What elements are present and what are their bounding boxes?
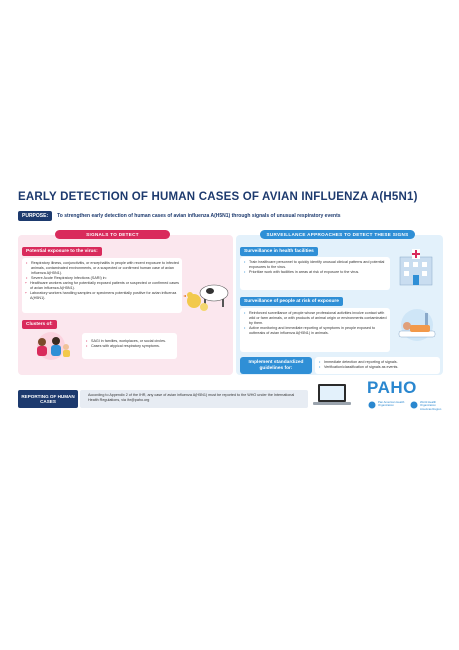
- clusters-box: [82, 333, 177, 359]
- farm-animals-illustration: [182, 275, 232, 315]
- paho-logo: PAHO: [367, 378, 417, 397]
- sick-person-illustration: [393, 307, 441, 343]
- implement-box: [315, 357, 440, 374]
- exposure-item: • Respiratory illness, conjunctivitis, or encephalitis in people with recent exposure to infected animals, contaminated environments, or a suspected or confirmed human case of avian influenza A(H5N1).: [31, 261, 182, 276]
- laptop-illustration: [310, 382, 355, 412]
- cow-icon: [200, 285, 228, 301]
- facilities-item: • Train healthcare personnel to quickly identify unusual clinical patterns and potential exposures to the virus.: [249, 260, 390, 270]
- person-icon: [38, 338, 46, 346]
- page-title: EARLY DETECTION OF HUMAN CASES OF AVIAN INFLUENZA A(H5N1): [18, 191, 418, 203]
- infographic-poster: [10, 185, 449, 420]
- facilities-box: [240, 257, 390, 290]
- reporting-bar: [80, 390, 308, 408]
- purpose-text: To strengthen early detection of human cases of avian influenza A(H5N1) through signals of unusual respiratory events: [57, 213, 341, 219]
- person-icon: [52, 337, 60, 345]
- risk-label: Surveillance of people at risk of exposure: [240, 297, 343, 306]
- implement-label: Implement standardized guidelines for:: [240, 357, 312, 374]
- purpose-row: [18, 211, 443, 221]
- signals-heading: SIGNALS TO DETECT: [55, 230, 170, 239]
- implement-item: • Verification/classification of signals as events.: [324, 365, 440, 370]
- paho-org-name: Pan American Health Organization: [378, 400, 405, 408]
- who-org-name: World Health Organization Americas Region: [420, 400, 442, 411]
- family-illustration: [24, 331, 79, 361]
- surveillance-heading: SURVEILLANCE APPROACHES TO DETECT THESE SIGNS: [260, 230, 415, 239]
- exposure-label: Potential exposure to the virus:: [22, 247, 102, 256]
- exposure-item: • Severe Acute Respiratory Infections (SARI) in:: [31, 276, 182, 281]
- purpose-tag: PURPOSE:: [18, 211, 52, 221]
- paho-emblem-icon: [368, 401, 376, 409]
- reporting-label: REPORTING OF HUMAN CASES: [18, 390, 78, 408]
- cluster-item: • SAGI in families, workplaces, or social circles.: [91, 339, 177, 344]
- reporting-text: According to Appendix 2 of the IHR, any case of avian influenza A(H5N1) must be reported to the WHO under the International Health Regulations, via ihr@paho.org: [88, 393, 295, 402]
- facilities-item: • Prioritize work with facilities in areas at risk of exposure to the virus.: [249, 270, 390, 275]
- risk-box: [240, 308, 390, 352]
- implement-item: • Immediate detection and reporting of signals.: [324, 360, 440, 365]
- risk-item: • Active monitoring and immediate reporting of symptoms in people exposed to outbreaks of avian influenza A(H5N1) in animals.: [249, 326, 390, 336]
- exposure-box: [22, 258, 182, 313]
- hospital-illustration: [392, 247, 440, 287]
- who-emblem-icon: [410, 401, 418, 409]
- person-icon: [403, 322, 411, 330]
- clusters-label: Clusters of:: [22, 320, 57, 329]
- sari-item: ‣ Healthcare workers caring for potentially exposed patients or suspected or confirmed cases of avian influenza A(H5N1).: [30, 281, 182, 291]
- cluster-item: • Cases with atypical respiratory symptoms.: [91, 344, 177, 349]
- risk-item: • Reinforced surveillance of people whose professional activities involve contact with wild or farm animals, or with products of animal origin or environments contaminated by them.: [249, 311, 390, 326]
- facilities-label: Surveillance in health facilities: [240, 247, 318, 256]
- sari-item: ‣ Laboratory workers handling samples or specimens potentially positive for avian influenza A(H5N1).: [30, 291, 182, 301]
